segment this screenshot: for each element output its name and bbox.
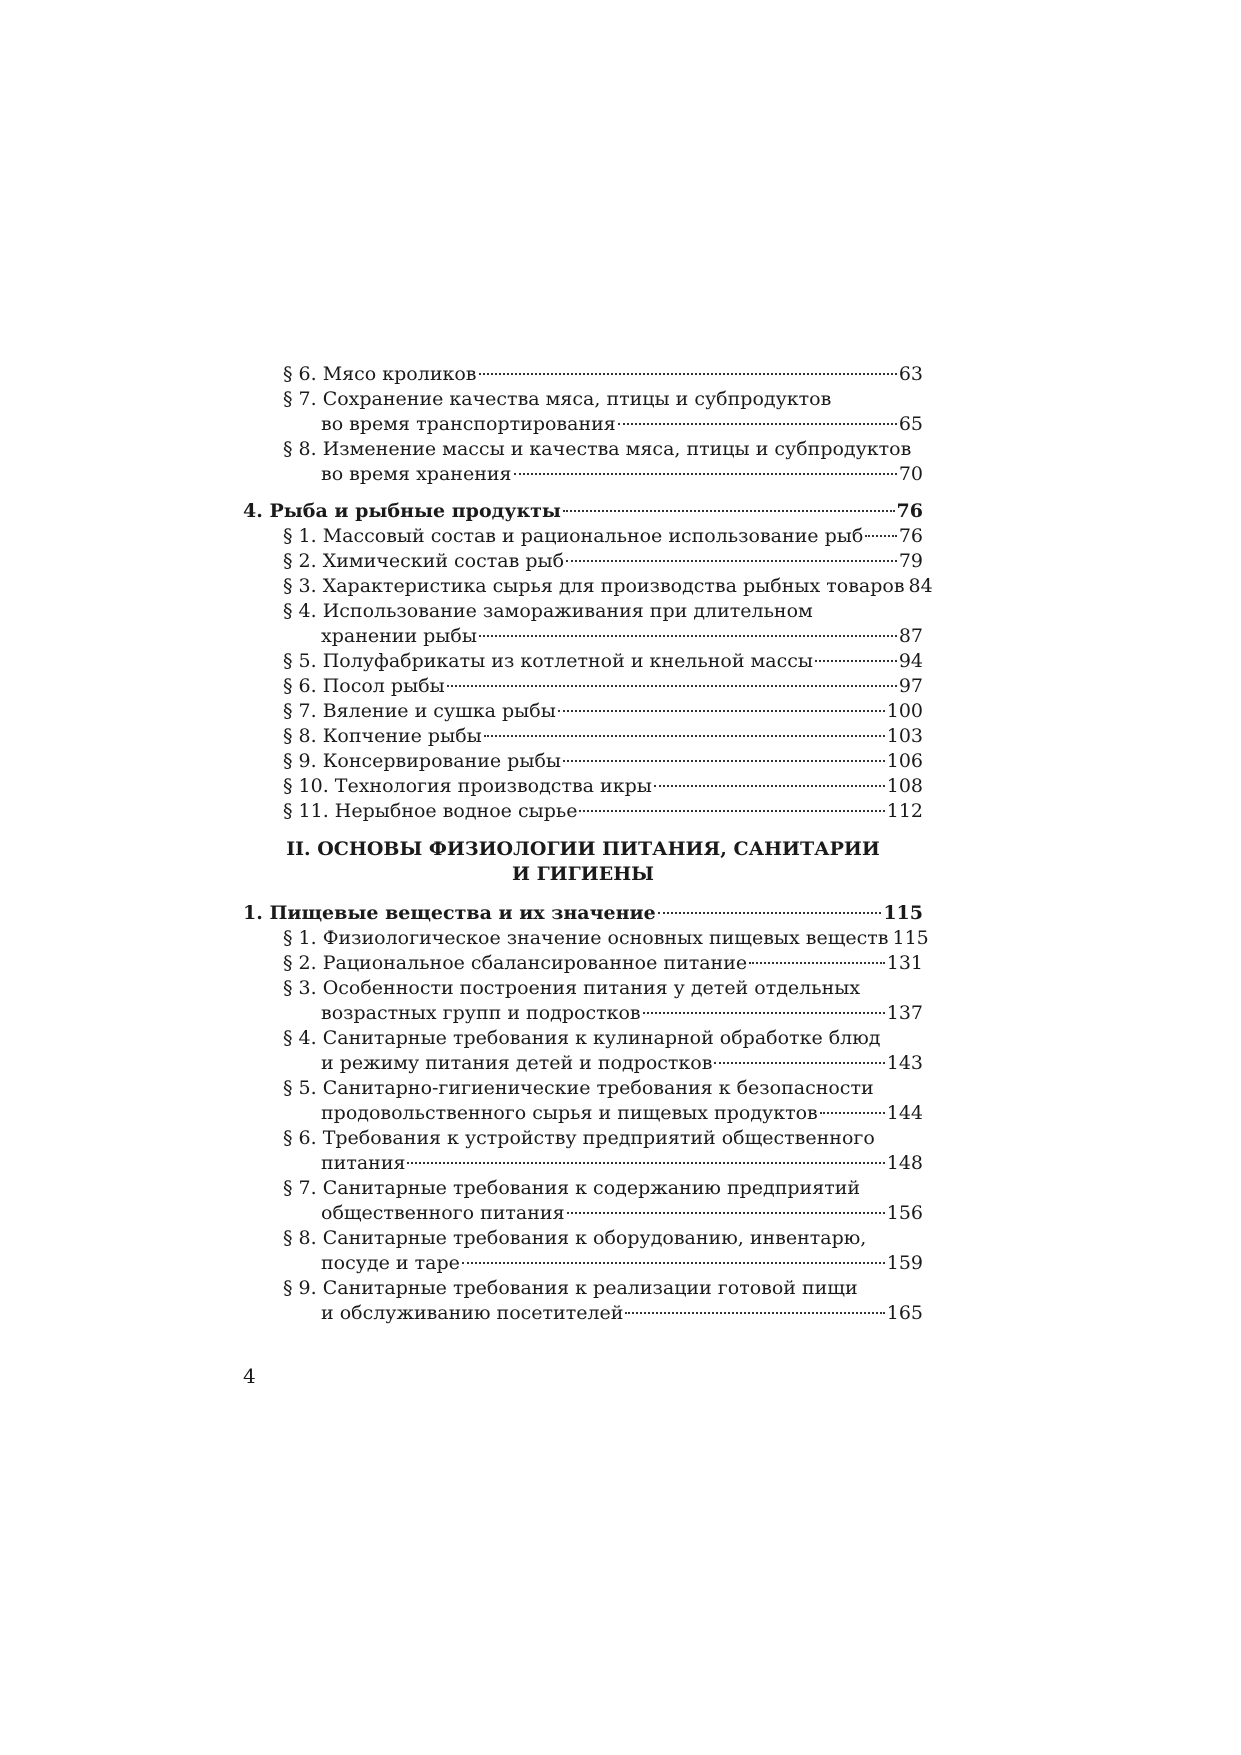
- section-title-line-2: И ГИГИЕНЫ: [512, 863, 654, 885]
- toc-leader-dots: [654, 785, 885, 787]
- toc-chapter-fish[interactable]: [243, 499, 923, 524]
- toc-entry[interactable]: [243, 362, 923, 387]
- toc-leader-dots: [579, 810, 884, 812]
- toc-entry-title: во время хранения: [321, 463, 512, 485]
- toc-entry[interactable]: [243, 624, 923, 649]
- toc-entry[interactable]: [243, 699, 923, 724]
- toc-page-number: 106: [886, 750, 923, 772]
- toc-page-number: 76: [896, 500, 923, 522]
- toc-page-number: 97: [898, 675, 923, 697]
- toc-entry-continued: [243, 1176, 923, 1201]
- toc-entry-title: § 2. Рациональное сбалансированное питание: [283, 952, 748, 974]
- toc-page-number: 63: [898, 363, 923, 385]
- toc-entry-title: § 3. Особенности построения питания у детей отдельных: [283, 977, 861, 999]
- toc-entry[interactable]: [243, 1101, 923, 1126]
- toc-page-number: 144: [886, 1102, 923, 1124]
- toc-entry-title: § 3. Характеристика сырья для производства рыбных товаров: [283, 575, 905, 597]
- toc-entry-title: общественного питания: [321, 1202, 565, 1224]
- toc-leader-dots: [618, 423, 897, 425]
- table-of-contents: [243, 362, 933, 1326]
- toc-page-number: 100: [886, 700, 923, 722]
- toc-entry[interactable]: [243, 574, 933, 599]
- toc-entry-title: § 6. Требования к устройству предприятий общественного: [283, 1127, 875, 1149]
- toc-entry-title: § 11. Нерыбное водное сырье: [283, 800, 578, 822]
- toc-page-number: 165: [886, 1302, 923, 1324]
- toc-entry-title: § 8. Копчение рыбы: [283, 725, 482, 747]
- toc-leader-dots: [658, 912, 882, 914]
- toc-entry[interactable]: [243, 1001, 923, 1026]
- toc-entry-continued: [243, 599, 923, 624]
- toc-page-number: 65: [898, 413, 923, 435]
- toc-entry-continued: [243, 1276, 923, 1301]
- toc-leader-dots: [484, 735, 885, 737]
- toc-entry[interactable]: [243, 1051, 923, 1076]
- toc-entry-continued: [243, 1076, 923, 1101]
- toc-entry[interactable]: [243, 1201, 923, 1226]
- toc-leader-dots: [714, 1062, 884, 1064]
- toc-entry[interactable]: [243, 799, 923, 824]
- toc-entry-continued: [243, 1026, 923, 1051]
- toc-leader-dots: [566, 560, 897, 562]
- toc-leader-dots: [815, 660, 897, 662]
- toc-entry[interactable]: [243, 462, 923, 487]
- toc-entry-title: § 1. Массовый состав и рациональное использование рыб: [283, 525, 864, 547]
- toc-leader-dots: [567, 1212, 885, 1214]
- toc-entry-title: § 7. Сохранение качества мяса, птицы и субпродуктов: [283, 388, 832, 410]
- toc-page-number: 94: [898, 650, 923, 672]
- toc-leader-dots: [479, 373, 897, 375]
- toc-entry[interactable]: [243, 549, 923, 574]
- toc-entry-title: § 5. Санитарно-гигиенические требования к безопасности: [283, 1077, 874, 1099]
- toc-leader-dots: [563, 510, 895, 512]
- toc-page-number: 143: [886, 1052, 923, 1074]
- toc-entry-title: § 4. Санитарные требования к кулинарной обработке блюд: [283, 1027, 881, 1049]
- toc-entry-title: во время транспортирования: [321, 413, 616, 435]
- toc-chapter-title: 4. Рыба и рыбные продукты: [243, 500, 561, 522]
- toc-page-number: 76: [898, 525, 923, 547]
- toc-entry-continued: [243, 976, 923, 1001]
- toc-entry-title: § 7. Санитарные требования к содержанию предприятий: [283, 1177, 861, 1199]
- toc-entry[interactable]: [243, 926, 929, 951]
- toc-group-meat-tail: [243, 362, 923, 487]
- toc-entry-title: посуде и таре: [321, 1252, 460, 1274]
- toc-entry[interactable]: [243, 774, 923, 799]
- toc-chapter-title: 1. Пищевые вещества и их значение: [243, 902, 656, 924]
- toc-leader-dots: [865, 535, 896, 537]
- toc-page-number: 70: [898, 463, 923, 485]
- toc-entry[interactable]: [243, 674, 923, 699]
- toc-entry-title: питания: [321, 1152, 406, 1174]
- toc-leader-dots: [479, 635, 897, 637]
- toc-entry-title: § 6. Посол рыбы: [283, 675, 445, 697]
- toc-page-number: 103: [886, 725, 923, 747]
- toc-leader-dots: [462, 1262, 885, 1264]
- toc-page-number: 148: [886, 1152, 923, 1174]
- toc-entry[interactable]: [243, 951, 923, 976]
- toc-entry-continued: [243, 1226, 923, 1251]
- toc-group-fish: [243, 524, 933, 824]
- toc-entry-title: возрастных групп и подростков: [321, 1002, 641, 1024]
- toc-page-number: 131: [886, 952, 923, 974]
- toc-entry-title: § 5. Полуфабрикаты из котлетной и кнельной массы: [283, 650, 814, 672]
- toc-page-number: 159: [886, 1252, 923, 1274]
- toc-entry-title: § 4. Использование замораживания при длительном: [283, 600, 813, 622]
- toc-chapter-nutrients[interactable]: [243, 901, 923, 926]
- toc-section-heading: [243, 837, 923, 887]
- toc-entry-title: § 2. Химический состав рыб: [283, 550, 565, 572]
- toc-entry[interactable]: [243, 412, 923, 437]
- toc-leader-dots: [563, 760, 885, 762]
- toc-page-number: 137: [886, 1002, 923, 1024]
- toc-entry-continued: [243, 437, 923, 462]
- toc-entry-title: § 9. Санитарные требования к реализации готовой пищи: [283, 1277, 858, 1299]
- toc-entry[interactable]: [243, 524, 923, 549]
- toc-entry-continued: [243, 387, 923, 412]
- toc-page-number: 115: [892, 927, 929, 949]
- toc-entry-title: § 8. Санитарные требования к оборудованию, инвентарю,: [283, 1227, 867, 1249]
- section-title-line-1: II. ОСНОВЫ ФИЗИОЛОГИИ ПИТАНИЯ, САНИТАРИИ: [286, 838, 880, 860]
- toc-entry-title: § 9. Консервирование рыбы: [283, 750, 562, 772]
- toc-entry-title: § 1. Физиологическое значение основных пищевых веществ: [283, 927, 889, 949]
- toc-page-number: 108: [886, 775, 923, 797]
- toc-entry[interactable]: [243, 649, 923, 674]
- toc-entry[interactable]: [243, 1151, 923, 1176]
- toc-entry-title: § 10. Технология производства икры: [283, 775, 652, 797]
- toc-page-number: 87: [898, 625, 923, 647]
- toc-leader-dots: [643, 1012, 885, 1014]
- toc-entry[interactable]: [243, 749, 923, 774]
- toc-leader-dots: [407, 1162, 884, 1164]
- toc-entry-title: хранении рыбы: [321, 625, 477, 647]
- toc-leader-dots: [749, 962, 885, 964]
- toc-page-number: 84: [908, 575, 933, 597]
- toc-entry[interactable]: [243, 1251, 923, 1276]
- toc-entry-title: § 8. Изменение массы и качества мяса, птицы и субпродуктов: [283, 438, 912, 460]
- toc-page-number: 79: [898, 550, 923, 572]
- toc-entry-title: и обслуживанию посетителей: [321, 1302, 624, 1324]
- toc-leader-dots: [820, 1112, 885, 1114]
- toc-entry-title: § 7. Вяление и сушка рыбы: [283, 700, 556, 722]
- toc-page-number: 115: [883, 902, 923, 924]
- toc-page-number: 156: [886, 1202, 923, 1224]
- toc-leader-dots: [558, 710, 885, 712]
- toc-entry-title: § 6. Мясо кроликов: [283, 363, 477, 385]
- toc-leader-dots: [514, 473, 897, 475]
- toc-entry[interactable]: [243, 1301, 923, 1326]
- toc-leader-dots: [447, 685, 897, 687]
- toc-entry[interactable]: [243, 724, 923, 749]
- toc-page-number: 112: [886, 800, 923, 822]
- toc-group-nutrients: [243, 926, 929, 1326]
- toc-leader-dots: [625, 1312, 884, 1314]
- page-number: 4: [243, 1364, 256, 1388]
- toc-entry-title: и режиму питания детей и подростков: [321, 1052, 713, 1074]
- toc-entry-title: продовольственного сырья и пищевых продуктов: [321, 1102, 818, 1124]
- toc-entry-continued: [243, 1126, 923, 1151]
